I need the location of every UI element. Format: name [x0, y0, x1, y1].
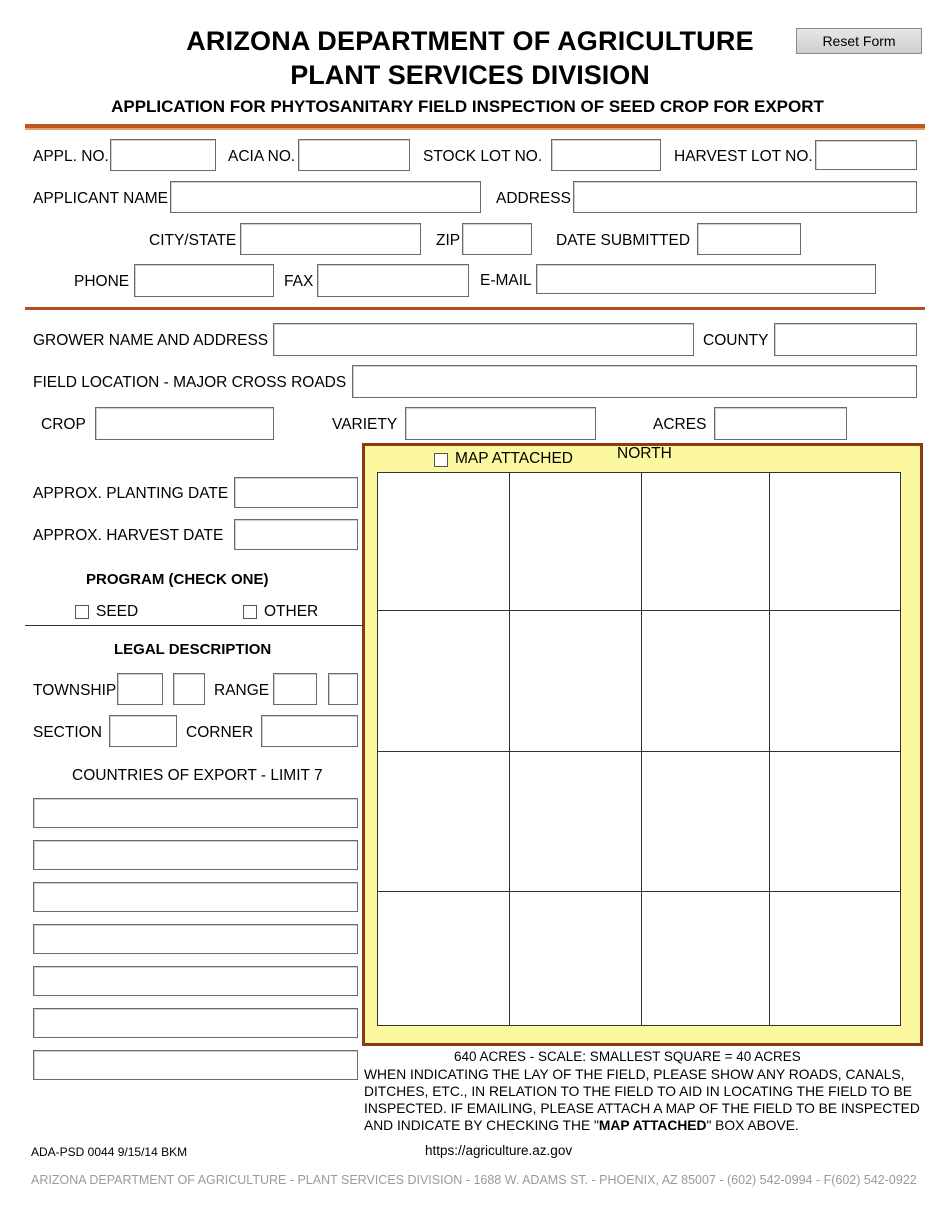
seed-label: SEED	[96, 603, 139, 620]
form-id: ADA-PSD 0044 9/15/14 BKM	[31, 1145, 188, 1159]
section-divider	[25, 307, 925, 310]
grid-line	[769, 472, 770, 1026]
email-field[interactable]	[536, 264, 876, 294]
country-field-3[interactable]	[33, 882, 358, 912]
grid-line	[377, 891, 901, 892]
countries-heading: COUNTRIES OF EXPORT - LIMIT 7	[72, 767, 323, 784]
program-heading: PROGRAM (CHECK ONE)	[86, 571, 269, 588]
appl-no-label: APPL. NO.	[33, 148, 109, 165]
phone-field[interactable]	[134, 264, 274, 297]
field-location-label: FIELD LOCATION - MAJOR CROSS ROADS	[33, 374, 347, 391]
township-field-2[interactable]	[173, 673, 205, 705]
other-label: OTHER	[264, 603, 319, 620]
north-label: NORTH	[617, 445, 672, 462]
city-state-label: CITY/STATE	[149, 232, 237, 249]
acia-no-label: ACIA NO.	[228, 148, 296, 165]
country-field-2[interactable]	[33, 840, 358, 870]
map-instructions	[364, 1066, 924, 1134]
division-title: PLANT SERVICES DIVISION	[290, 60, 650, 90]
country-field-6[interactable]	[33, 1008, 358, 1038]
grid-line	[509, 472, 510, 1026]
acres-field[interactable]	[714, 407, 847, 440]
planting-date-label: APPROX. PLANTING DATE	[33, 485, 229, 502]
appl-no-field[interactable]	[110, 139, 216, 171]
township-field-1[interactable]	[117, 673, 163, 705]
map-scale-note: 640 ACRES - SCALE: SMALLEST SQUARE = 40 ACRES	[454, 1049, 801, 1064]
crop-label: CROP	[41, 416, 86, 433]
county-field[interactable]	[774, 323, 917, 356]
range-field-1[interactable]	[273, 673, 317, 705]
form-subtitle: APPLICATION FOR PHYTOSANITARY FIELD INSPECTION OF SEED CROP FOR EXPORT	[111, 97, 824, 116]
zip-label: ZIP	[436, 232, 461, 249]
fax-label: FAX	[284, 273, 314, 290]
map-grid[interactable]	[377, 472, 901, 1026]
date-submitted-field[interactable]	[697, 223, 801, 255]
applicant-name-field[interactable]	[170, 181, 481, 213]
legal-heading: LEGAL DESCRIPTION	[114, 641, 272, 658]
fax-field[interactable]	[317, 264, 469, 297]
header-divider	[25, 124, 925, 130]
country-field-4[interactable]	[33, 924, 358, 954]
grower-name-field[interactable]	[273, 323, 694, 356]
map-attached-label: MAP ATTACHED	[455, 450, 573, 467]
section-field[interactable]	[109, 715, 177, 747]
legal-divider	[25, 625, 362, 626]
address-label: ADDRESS	[496, 190, 571, 207]
map-instructions-tail: " BOX ABOVE.	[706, 1118, 799, 1133]
planting-date-field[interactable]	[234, 477, 358, 508]
acia-no-field[interactable]	[298, 139, 410, 171]
map-grid-border	[377, 472, 901, 1026]
stock-lot-field[interactable]	[551, 139, 661, 171]
map-attached-checkbox[interactable]	[434, 453, 448, 467]
city-state-field[interactable]	[240, 223, 421, 255]
seed-checkbox[interactable]	[75, 605, 89, 619]
grower-name-label: GROWER NAME AND ADDRESS	[33, 332, 269, 349]
harvest-lot-label: HARVEST LOT NO.	[674, 148, 813, 165]
county-label: COUNTY	[703, 332, 769, 349]
corner-field[interactable]	[261, 715, 358, 747]
harvest-lot-field[interactable]	[815, 140, 917, 170]
footer-address: ARIZONA DEPARTMENT OF AGRICULTURE - PLANT SERVICES DIVISION - 1688 W. ADAMS ST. - PHOENIX, AZ 85007 - (602) 542-0994 - F(602) 542-0922	[31, 1173, 917, 1187]
field-location-field[interactable]	[352, 365, 917, 398]
range-field-2[interactable]	[328, 673, 358, 705]
section-label: SECTION	[33, 724, 102, 741]
zip-field[interactable]	[462, 223, 532, 255]
email-label: E-MAIL	[480, 272, 532, 289]
grid-line	[377, 751, 901, 752]
acres-label: ACRES	[653, 416, 707, 433]
harvest-date-label: APPROX. HARVEST DATE	[33, 527, 224, 544]
township-label: TOWNSHIP	[33, 682, 117, 699]
grid-line	[377, 610, 901, 611]
variety-label: VARIETY	[332, 416, 398, 433]
crop-field[interactable]	[95, 407, 274, 440]
applicant-name-label: APPLICANT NAME	[33, 190, 168, 207]
grid-line	[641, 472, 642, 1026]
variety-field[interactable]	[405, 407, 596, 440]
reset-form-button[interactable]: Reset Form	[796, 28, 922, 54]
other-checkbox[interactable]	[243, 605, 257, 619]
corner-label: CORNER	[186, 724, 254, 741]
country-field-7[interactable]	[33, 1050, 358, 1080]
agency-url[interactable]: https://agriculture.az.gov	[425, 1143, 573, 1158]
date-submitted-label: DATE SUBMITTED	[556, 232, 691, 249]
range-label: RANGE	[214, 682, 270, 699]
stock-lot-label: STOCK LOT NO.	[423, 148, 543, 165]
address-field[interactable]	[573, 181, 917, 213]
page-title: ARIZONA DEPARTMENT OF AGRICULTURE	[186, 26, 754, 56]
map-instructions-text: WHEN INDICATING THE LAY OF THE FIELD, PLEASE SHOW ANY ROADS, CANALS, DITCHES, ETC., IN RELATION TO THE FIELD TO AID IN LOCATING THE FIELD TO BE INSPECTED. IF EMAILING, PLEASE ATTACH A MAP OF THE FIELD TO BE INSPECTED AND INDICATE BY CHECKING THE "	[364, 1067, 920, 1133]
country-field-5[interactable]	[33, 966, 358, 996]
map-instructions-bold: MAP ATTACHED	[598, 1118, 707, 1133]
harvest-date-field[interactable]	[234, 519, 358, 550]
country-field-1[interactable]	[33, 798, 358, 828]
phone-label: PHONE	[74, 273, 130, 290]
